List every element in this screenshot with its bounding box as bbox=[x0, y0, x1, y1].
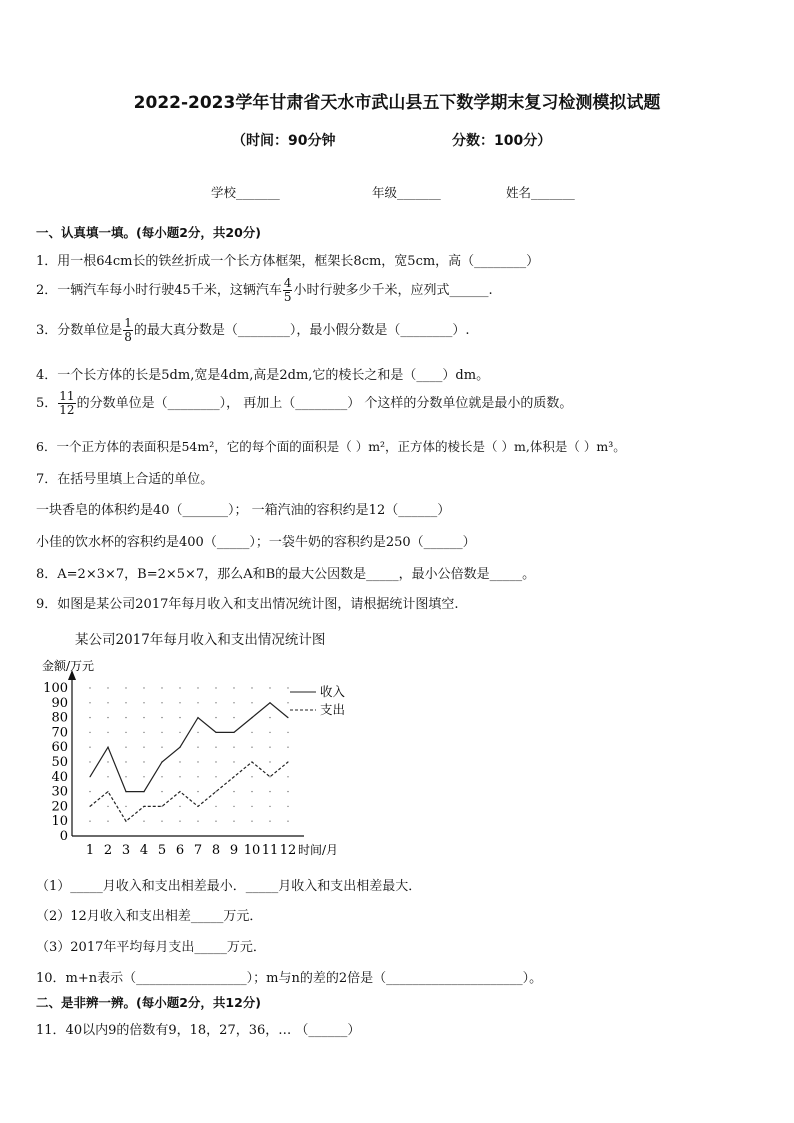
question-2 bbox=[36, 277, 493, 304]
grid-dot bbox=[143, 687, 144, 688]
grid-dot bbox=[215, 702, 216, 703]
grid-dot bbox=[215, 791, 216, 792]
grid-dot bbox=[233, 791, 234, 792]
question-5 bbox=[36, 390, 572, 417]
grid-dot bbox=[161, 806, 162, 807]
fraction-numerator: 11 bbox=[59, 389, 75, 403]
grid-dot bbox=[233, 717, 234, 718]
fraction-11-12 bbox=[58, 390, 75, 417]
grid-dot bbox=[161, 821, 162, 822]
grid-dot bbox=[269, 717, 270, 718]
grid-dot bbox=[233, 687, 234, 688]
y-tick-label: 50 bbox=[51, 755, 68, 770]
grid-dot bbox=[215, 687, 216, 688]
grid-dot bbox=[251, 806, 252, 807]
grid-dot bbox=[89, 761, 90, 762]
grid-dot bbox=[287, 776, 288, 777]
grid-dot bbox=[125, 806, 126, 807]
grid-dot bbox=[143, 821, 144, 822]
grid-dot bbox=[125, 717, 126, 718]
grid-dot bbox=[89, 687, 90, 688]
question-9-3: （3）2017年平均每月支出_____万元． bbox=[36, 940, 266, 955]
grid-dot bbox=[233, 821, 234, 822]
grid-dot bbox=[143, 717, 144, 718]
grid-dot bbox=[233, 806, 234, 807]
y-tick-label: 70 bbox=[51, 725, 68, 741]
grid-dot bbox=[161, 776, 162, 777]
y-tick-label: 80 bbox=[51, 710, 68, 726]
grid-dot bbox=[179, 806, 180, 807]
grid-dot bbox=[269, 806, 270, 807]
grid-dot bbox=[89, 702, 90, 703]
grid-dot bbox=[197, 776, 198, 777]
grid-dot bbox=[197, 687, 198, 688]
question-1: 1．用一根64cm长的铁丝折成一个长方体框架，框架长8cm，宽5cm，高（________） bbox=[36, 254, 540, 269]
grid-dot bbox=[287, 747, 288, 748]
grid-dot bbox=[251, 687, 252, 688]
grid-dot bbox=[143, 732, 144, 733]
y-tick-label: 0 bbox=[59, 829, 68, 844]
name-field: 姓名_______ bbox=[506, 185, 575, 200]
x-tick-label: 5 bbox=[157, 843, 167, 858]
grid-dot bbox=[125, 687, 126, 688]
x-tick-label: 4 bbox=[139, 843, 149, 858]
grid-dot bbox=[287, 791, 288, 792]
grid-dot bbox=[233, 702, 234, 703]
grid-dot bbox=[197, 732, 198, 733]
grid-dot bbox=[179, 702, 180, 703]
grid-dot bbox=[89, 791, 90, 792]
grid-dot bbox=[107, 761, 108, 762]
question-4: 4．一个长方体的长是5dm,宽是4dm,高是2dm,它的棱长之和是（____）dm。 bbox=[36, 368, 490, 383]
fraction-4-5 bbox=[283, 277, 293, 304]
question-5-text-a: 5． bbox=[36, 396, 58, 411]
section-heading-1: 一、认真填一填。(每小题2分，共20分) bbox=[36, 225, 262, 240]
grid-dot bbox=[269, 761, 270, 762]
school-field: 学校_______ bbox=[211, 185, 280, 200]
grid-dot bbox=[251, 732, 252, 733]
question-2-text-a: 2．一辆汽车每小时行驶45千米，这辆汽车 bbox=[36, 283, 282, 298]
grid-dot bbox=[215, 776, 216, 777]
grid-dot bbox=[125, 776, 126, 777]
series-line-income bbox=[90, 703, 288, 792]
line-chart bbox=[34, 652, 404, 862]
grid-dot bbox=[251, 702, 252, 703]
question-7a: 一块香皂的体积约是40（_______）； 一箱汽油的容积约是12（______） bbox=[36, 503, 451, 518]
grid-dot bbox=[269, 747, 270, 748]
grid-dot bbox=[125, 747, 126, 748]
question-6: 6．一个正方体的表面积是54m²，它的每个面的面积是（ ）m²，正方体的棱长是（ ）m,体积是（ ）m³。 bbox=[36, 439, 626, 454]
grid-dot bbox=[179, 821, 180, 822]
grid-dot bbox=[107, 702, 108, 703]
grid-dot bbox=[269, 732, 270, 733]
fraction-denominator: 5 bbox=[283, 290, 292, 304]
question-11: 11．40以内9的倍数有9，18，27，36，… （______） bbox=[36, 1023, 361, 1038]
grid-dot bbox=[251, 821, 252, 822]
question-9-2: （2）12月收入和支出相差_____万元． bbox=[36, 909, 263, 924]
question-8: 8．A=2×3×7，B=2×5×7，那么A和B的最大公因数是_____，最小公倍数是_____。 bbox=[36, 567, 536, 582]
grid-dot bbox=[179, 717, 180, 718]
legend-label: 支出 bbox=[320, 702, 346, 717]
fraction-denominator: 8 bbox=[124, 330, 132, 344]
grid-dot bbox=[143, 761, 144, 762]
y-tick-label: 10 bbox=[51, 814, 68, 830]
y-axis-label: 金额/万元 bbox=[42, 659, 95, 673]
page-title: 2022-2023学年甘肃省天水市武山县五下数学期末复习检测模拟试题 bbox=[133, 93, 661, 113]
grid-dot bbox=[143, 747, 144, 748]
question-3-text-a: 3．分数单位是 bbox=[36, 323, 123, 338]
legend-label: 收入 bbox=[320, 684, 346, 699]
grid-dot bbox=[197, 702, 198, 703]
grid-dot bbox=[251, 791, 252, 792]
grid-dot bbox=[143, 702, 144, 703]
grid-dot bbox=[215, 821, 216, 822]
x-tick-label: 2 bbox=[103, 843, 113, 858]
grid-dot bbox=[125, 732, 126, 733]
y-tick-label: 100 bbox=[43, 681, 68, 696]
grid-dot bbox=[89, 732, 90, 733]
grid-dot bbox=[107, 821, 108, 822]
grid-dot bbox=[251, 747, 252, 748]
question-9-1: （1）_____月收入和支出相差最小．_____月收入和支出相差最大． bbox=[36, 879, 422, 894]
grid-dot bbox=[287, 732, 288, 733]
grid-dot bbox=[89, 717, 90, 718]
grid-dot bbox=[197, 821, 198, 822]
grid-dot bbox=[197, 791, 198, 792]
grid-dot bbox=[107, 806, 108, 807]
grid-dot bbox=[161, 791, 162, 792]
grid-dot bbox=[89, 747, 90, 748]
x-tick-label: 12 bbox=[279, 843, 297, 858]
grid-dot bbox=[287, 821, 288, 822]
x-tick-label: 11 bbox=[261, 843, 279, 858]
time-limit: （时间：90分钟 bbox=[232, 133, 336, 149]
y-tick-label: 30 bbox=[51, 784, 68, 800]
grid-dot bbox=[197, 761, 198, 762]
grid-dot bbox=[287, 687, 288, 688]
grid-dot bbox=[161, 747, 162, 748]
grid-dot bbox=[215, 747, 216, 748]
grid-dot bbox=[215, 761, 216, 762]
grid-dot bbox=[125, 761, 126, 762]
grid-dot bbox=[89, 821, 90, 822]
question-2-text-b: 小时行驶多少千米，应列式______. bbox=[293, 283, 493, 298]
grid-dot bbox=[287, 702, 288, 703]
grid-dot bbox=[161, 687, 162, 688]
y-tick-label: 60 bbox=[51, 740, 68, 756]
grid-dot bbox=[269, 791, 270, 792]
grid-dot bbox=[107, 687, 108, 688]
y-tick-label: 20 bbox=[51, 799, 68, 815]
total-score: 分数：100分） bbox=[452, 133, 552, 149]
question-3 bbox=[36, 317, 470, 344]
x-tick-label: 3 bbox=[121, 843, 131, 858]
x-tick-label: 7 bbox=[193, 843, 203, 858]
grid-dot bbox=[251, 776, 252, 777]
grade-field: 年级_______ bbox=[372, 185, 441, 200]
grid-dot bbox=[287, 806, 288, 807]
y-tick-label: 40 bbox=[51, 769, 68, 785]
question-10: 10．m+n表示（_________________）；m与n的差的2倍是（_____________________）。 bbox=[36, 971, 543, 986]
grid-dot bbox=[125, 702, 126, 703]
grid-dot bbox=[107, 717, 108, 718]
grid-dot bbox=[107, 776, 108, 777]
x-tick-label: 10 bbox=[243, 843, 261, 858]
question-9: 9．如图是某公司2017年每月收入和支出情况统计图，请根据统计图填空. bbox=[36, 597, 459, 612]
grid-dot bbox=[143, 776, 144, 777]
grid-dot bbox=[269, 821, 270, 822]
question-3-text-b: 的最大真分数是（________），最小假分数是（________）. bbox=[133, 323, 470, 338]
grid-dot bbox=[179, 732, 180, 733]
question-5-text-b: 的分数单位是（________）， 再加上（________） 个这样的分数单位就是最小的质数。 bbox=[76, 396, 573, 411]
grid-dot bbox=[161, 717, 162, 718]
grid-dot bbox=[215, 717, 216, 718]
grid-dot bbox=[179, 687, 180, 688]
fraction-numerator: 4 bbox=[283, 276, 292, 290]
section-heading-2: 二、是非辨一辨。(每小题2分，共12分) bbox=[36, 995, 262, 1010]
question-7b: 小佳的饮水杯的容积约是400（_____）；一袋牛奶的容积约是250（______） bbox=[36, 535, 476, 550]
series-line-expense bbox=[90, 762, 288, 821]
grid-dot bbox=[179, 761, 180, 762]
x-tick-label: 8 bbox=[211, 843, 221, 858]
chart-title: 某公司2017年每月收入和支出情况统计图 bbox=[75, 632, 326, 648]
grid-dot bbox=[197, 747, 198, 748]
grid-dot bbox=[233, 761, 234, 762]
x-tick-label: 1 bbox=[85, 843, 95, 858]
fraction-numerator: 1 bbox=[124, 316, 132, 330]
grid-dot bbox=[179, 776, 180, 777]
x-tick-label: 9 bbox=[229, 843, 239, 858]
fraction-denominator: 12 bbox=[59, 403, 75, 417]
question-7: 7．在括号里填上合适的单位。 bbox=[36, 472, 214, 487]
x-axis-label: 时间/月 bbox=[298, 843, 339, 857]
x-tick-label: 6 bbox=[175, 843, 185, 858]
grid-dot bbox=[161, 732, 162, 733]
y-tick-label: 90 bbox=[51, 695, 68, 711]
fraction-1-8 bbox=[123, 317, 133, 344]
grid-dot bbox=[233, 747, 234, 748]
grid-dot bbox=[161, 702, 162, 703]
grid-dot bbox=[215, 806, 216, 807]
grid-dot bbox=[269, 687, 270, 688]
grid-dot bbox=[107, 732, 108, 733]
grid-dot bbox=[269, 776, 270, 777]
